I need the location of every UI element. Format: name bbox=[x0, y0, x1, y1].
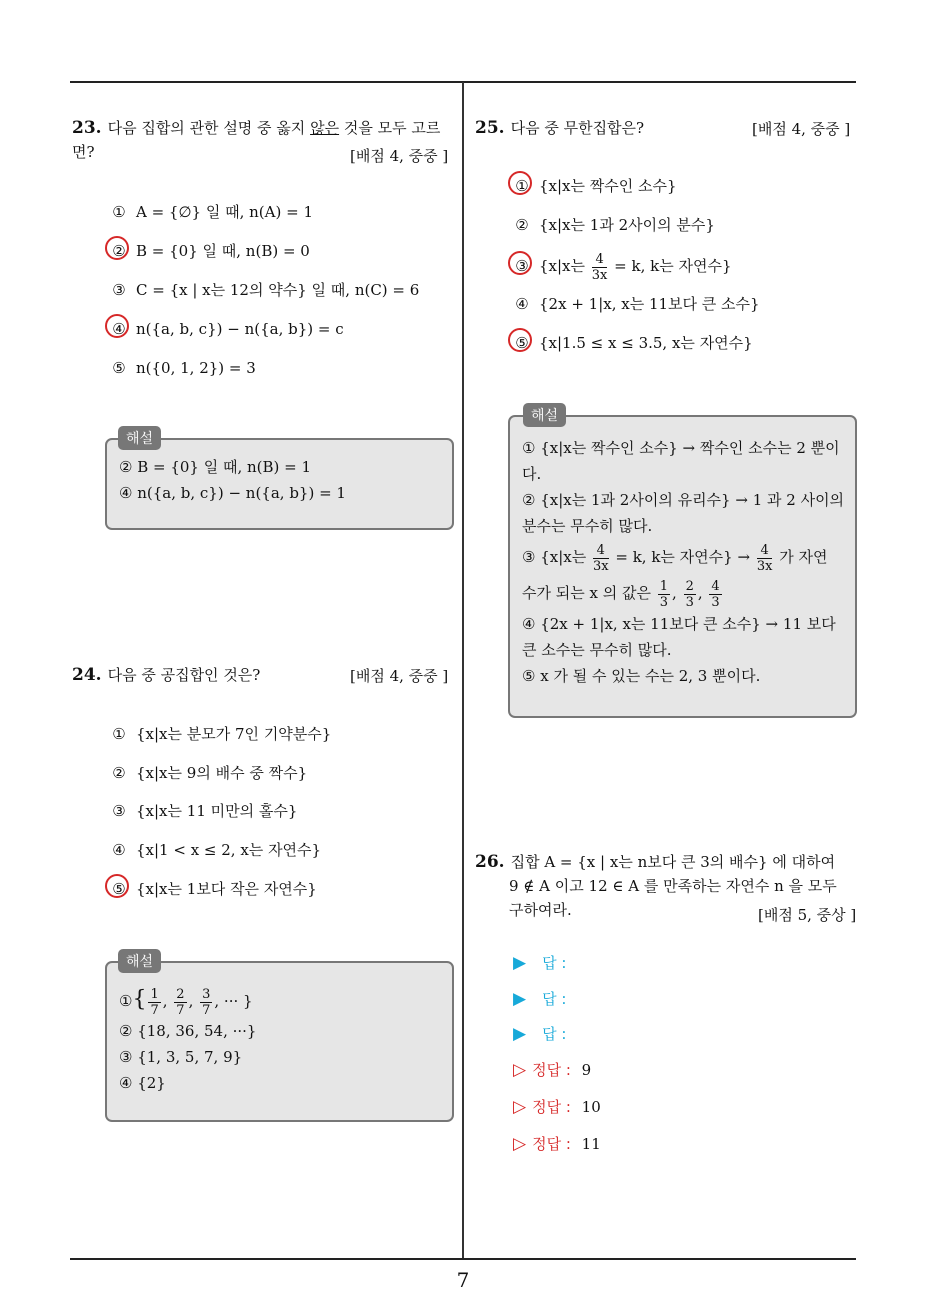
red-circle-mark-icon bbox=[508, 251, 532, 275]
answer-input-2[interactable]: ▶ 답 : bbox=[513, 989, 567, 1009]
question-24: 24. 다음 중 공집합인 것은? bbox=[72, 665, 261, 685]
red-circle-mark-icon bbox=[105, 314, 129, 338]
solution-box-25: ① {x|x는 짝수인 소수} → 짝수인 소수는 2 뿐이 다. ② {x|x는 1과 2사이의 유리수} → 1 과 2 사이의 분수는 무수히 많다. ③ {x|x는 $\frac{4}{3x}$ = k, k는 자연수} → $\frac{4}{3x}$ 가 자연 수가 되는 x 의 값은 $\frac{1}{3}$ , $\frac{2}{3}$ , $\frac{4}{3}$ ④ {2x + 1|x, x는 11보다 큰 소수} → 11 보다 큰 소수는 무수히 많다. ⑤ x 가 될 수 있는 수는 2, 3 뿐이다. bbox=[508, 415, 857, 718]
red-circle-mark-icon bbox=[508, 171, 532, 195]
q23-option-4[interactable]: ④ n({a, b, c}) − n({a, b}) = c bbox=[110, 317, 344, 341]
solution-box-24: ①{ $\frac{1}{7}$ , $\frac{2}{7}$ , $\frac{3}{7}$ , ··· } ② {18, 36, 54, ···} ③ {1, 3, 5, 7, 9} ④ {2} bbox=[105, 961, 454, 1122]
q24-option-2[interactable]: ② {x|x는 9의 배수 중 짝수} bbox=[112, 764, 308, 782]
red-outline-triangle-icon: ▷ bbox=[513, 1134, 527, 1154]
correct-answer-3: ▷ 정답 : 11 bbox=[513, 1134, 601, 1154]
q23-option-1[interactable]: ① A = {∅} 일 때, n(A) = 1 bbox=[112, 203, 313, 221]
sol25-line-values: 수가 되는 x 의 값은 $\frac{1}{3}$ , $\frac{2}{3}$ , $\frac{4}{3}$ bbox=[522, 578, 720, 610]
question-number: 24. bbox=[72, 665, 102, 685]
q25-option-4[interactable]: ④ {2x + 1|x, x는 11보다 큰 소수} bbox=[515, 295, 760, 313]
q25-option-5[interactable]: ⑤ {x|1.5 ≤ x ≤ 3.5, x는 자연수} bbox=[513, 331, 753, 355]
question-26: 26. 집합 A = {x | x는 n보다 큰 3의 배수} 에 대하여 9 ∉ A 이고 12 ∈ A 를 만족하는 자연수 n 을 모두 구하여라. bbox=[475, 852, 837, 919]
red-outline-triangle-icon: ▷ bbox=[513, 1097, 527, 1117]
question-number: 23. bbox=[72, 118, 102, 138]
sol24-line-1: ①{ $\frac{1}{7}$ , $\frac{2}{7}$ , $\frac{3}{7}$ , ··· } bbox=[119, 986, 253, 1018]
red-circle-mark-icon bbox=[105, 874, 129, 898]
solution-box-23: ② B = {0} 일 때, n(B) = 1 ④ n({a, b, c}) − n({a, b}) = 1 bbox=[105, 438, 454, 530]
q25-option-1[interactable]: ① {x|x는 짝수인 소수} bbox=[513, 174, 677, 198]
score-23: [배점 4, 중중 ] bbox=[350, 147, 449, 165]
q23-option-2[interactable]: ② B = {0} 일 때, n(B) = 0 bbox=[110, 239, 310, 263]
q25-option-2[interactable]: ② {x|x는 1과 2사이의 분수} bbox=[515, 216, 715, 234]
cyan-play-triangle-icon: ▶ bbox=[513, 989, 527, 1009]
score-25: [배점 4, 중중 ] bbox=[752, 120, 851, 138]
q23-option-5[interactable]: ⑤ n({0, 1, 2}) = 3 bbox=[112, 359, 256, 377]
cyan-play-triangle-icon: ▶ bbox=[513, 953, 527, 973]
score-24: [배점 4, 중중 ] bbox=[350, 667, 449, 685]
question-number: 25. bbox=[475, 118, 505, 138]
q24-option-1[interactable]: ① {x|x는 분모가 7인 기약분수} bbox=[112, 725, 332, 743]
q25-option-3[interactable]: ③ {x|x는 $\frac{4}{3x}$ = k, k는 자연수} bbox=[513, 250, 731, 283]
correct-answer-2: ▷ 정답 : 10 bbox=[513, 1097, 601, 1117]
column-divider bbox=[462, 82, 464, 1260]
red-circle-mark-icon bbox=[508, 328, 532, 352]
q24-option-3[interactable]: ③ {x|x는 11 미만의 홀수} bbox=[112, 802, 298, 820]
question-25: 25. 다음 중 무한집합은? bbox=[475, 118, 645, 138]
q24-option-4[interactable]: ④ {x|1 < x ≤ 2, x는 자연수} bbox=[112, 841, 322, 859]
red-outline-triangle-icon: ▷ bbox=[513, 1060, 527, 1080]
solution-tag-23: 해설 bbox=[118, 426, 161, 450]
score-26: [배점 5, 중상 ] bbox=[758, 906, 857, 924]
solution-tag-25: 해설 bbox=[523, 403, 566, 427]
question-number: 26. bbox=[475, 852, 505, 872]
sol25-line-3: ③ {x|x는 $\frac{4}{3x}$ = k, k는 자연수} → $\frac{4}{3x}$ 가 자연 bbox=[522, 542, 828, 574]
bottom-rule bbox=[70, 1258, 856, 1260]
q23-option-3[interactable]: ③ C = {x | x는 12의 약수} 일 때, n(C) = 6 bbox=[112, 281, 420, 299]
answer-input-1[interactable]: ▶ 답 : bbox=[513, 953, 567, 973]
red-circle-mark-icon bbox=[105, 236, 129, 260]
question-23: 23. 다음 집합의 관한 설명 중 옳지 않은 것을 모두 고르면? bbox=[72, 118, 441, 161]
q24-option-5[interactable]: ⑤ {x|x는 1보다 작은 자연수} bbox=[110, 877, 317, 901]
solution-tag-24: 해설 bbox=[118, 949, 161, 973]
answer-input-3[interactable]: ▶ 답 : bbox=[513, 1024, 567, 1044]
page-number: 7 bbox=[456, 1268, 470, 1292]
cyan-play-triangle-icon: ▶ bbox=[513, 1024, 527, 1044]
correct-answer-1: ▷ 정답 : 9 bbox=[513, 1060, 592, 1080]
